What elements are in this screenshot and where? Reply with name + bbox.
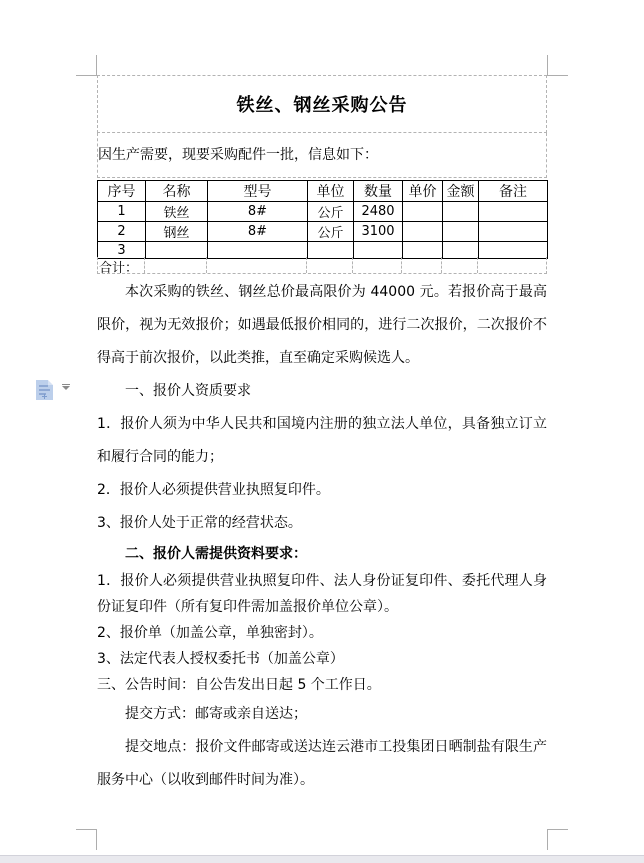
table-cell: 1: [98, 202, 146, 222]
heading-section-3: 三、公告时间：自公告发出日起 5 个工作日。: [97, 677, 381, 693]
crop-mark-top-right-h: [547, 75, 568, 76]
table-header-cell: 数量: [354, 181, 403, 202]
heading-section-2: 二、报价人需提供资料要求：: [125, 546, 307, 562]
table-header-row: [98, 181, 548, 202]
table-header-cell: 备注: [479, 181, 548, 202]
table-cell: 公斤: [308, 222, 354, 242]
total-row-cell: [145, 257, 207, 273]
total-row-cell: [353, 257, 402, 273]
crop-mark-top-right-v: [547, 55, 548, 76]
total-row-cell: [442, 257, 478, 273]
table-header-cell: 单位: [308, 181, 354, 202]
paragraph-sec1-item3: 3、报价人处于正常的经营状态。: [97, 515, 302, 531]
table-row: [98, 202, 548, 222]
table-cell: [403, 242, 443, 259]
total-row: [97, 257, 547, 274]
table-cell: 铁丝: [146, 202, 208, 222]
table-cell: 8#: [208, 222, 308, 242]
table-header-cell: 序号: [98, 181, 146, 202]
document-body: [97, 276, 547, 797]
table-cell: [403, 222, 443, 242]
table-cell: [479, 222, 548, 242]
total-row-cell: [307, 257, 353, 273]
total-label: 合计：: [99, 261, 139, 276]
paragraph-sec1-item2: 2．报价人必须提供营业执照复印件。: [97, 482, 330, 498]
page-title: 铁丝、钢丝采购公告: [236, 95, 408, 116]
table-cell: 3: [98, 242, 146, 259]
paragraph-sec2-item1: 1．报价人必须提供营业执照复印件、法人身份证复印件、委托代理人身份证复印件（所有复印件需加盖报价单位公章）。: [97, 573, 547, 615]
dropdown-arrow-icon[interactable]: [62, 386, 70, 390]
table-cell: 钢丝: [146, 222, 208, 242]
table-header-cell: 型号: [208, 181, 308, 202]
total-row-cell: [98, 257, 145, 276]
crop-mark-bottom-right-v: [547, 829, 548, 850]
title-section: [97, 75, 547, 133]
paragraph-submit-location: 提交地点：报价文件邮寄或送达连云港市工投集团日晒制盐有限生产服务中心（以收到邮件时间为准）。: [97, 739, 547, 788]
table-cell: 2: [98, 222, 146, 242]
table-cell: [443, 202, 479, 222]
total-row-cell: [207, 257, 307, 273]
table-header-cell: 单价: [403, 181, 443, 202]
window-bottom-strip: [0, 855, 644, 863]
table-header-cell: 金额: [443, 181, 479, 202]
table-cell: [479, 242, 548, 259]
crop-mark-bottom-left-v: [96, 829, 97, 850]
table-cell: [403, 202, 443, 222]
table-row: [98, 222, 548, 242]
total-row-cell: [402, 257, 442, 273]
paragraph-sec2-item2: 2、报价单（加盖公章，单独密封）。: [97, 625, 323, 641]
table-cell: [354, 242, 403, 259]
intro-section: [97, 133, 547, 178]
crop-mark-bottom-right-h: [547, 829, 568, 830]
paragraph-submit-method: 提交方式：邮寄或亲自送达；: [125, 706, 307, 722]
table-row: [98, 242, 548, 259]
table-cell: [208, 242, 308, 259]
crop-mark-top-left-h: [76, 75, 97, 76]
paste-options-icon: [36, 380, 53, 400]
paste-options-button[interactable]: [36, 380, 76, 402]
intro-paragraph: 因生产需要，现要采购配件一批，信息如下：: [98, 147, 378, 163]
table-cell: [479, 202, 548, 222]
table-cell: 8#: [208, 202, 308, 222]
paragraph-sec2-item3: 3、法定代表人授权委托书（加盖公章）: [97, 651, 344, 667]
crop-mark-bottom-left-h: [76, 829, 97, 830]
paragraph-price-limit: 本次采购的铁丝、钢丝总价最高限价为 44000 元。若报价高于最高限价，视为无效报价；如遇最低报价相同的，进行二次报价，二次报价不得高于前次报价，以此类推，直至确定采购候选人。: [97, 284, 547, 366]
table-cell: 2480: [354, 202, 403, 222]
table-cell: [308, 242, 354, 259]
table-cell: 3100: [354, 222, 403, 242]
table-cell: [443, 242, 479, 259]
table-header-cell: 名称: [146, 181, 208, 202]
paragraph-sec1-item1: 1．报价人须为中华人民共和国境内注册的独立法人单位，具备独立订立和履行合同的能力；: [97, 416, 547, 465]
table-cell: 公斤: [308, 202, 354, 222]
procurement-table: [97, 180, 548, 259]
table-cell: [443, 222, 479, 242]
total-row-cell: [478, 257, 546, 273]
heading-section-1: 一、报价人资质要求: [125, 383, 251, 399]
crop-mark-top-left-v: [96, 55, 97, 76]
table-cell: [146, 242, 208, 259]
